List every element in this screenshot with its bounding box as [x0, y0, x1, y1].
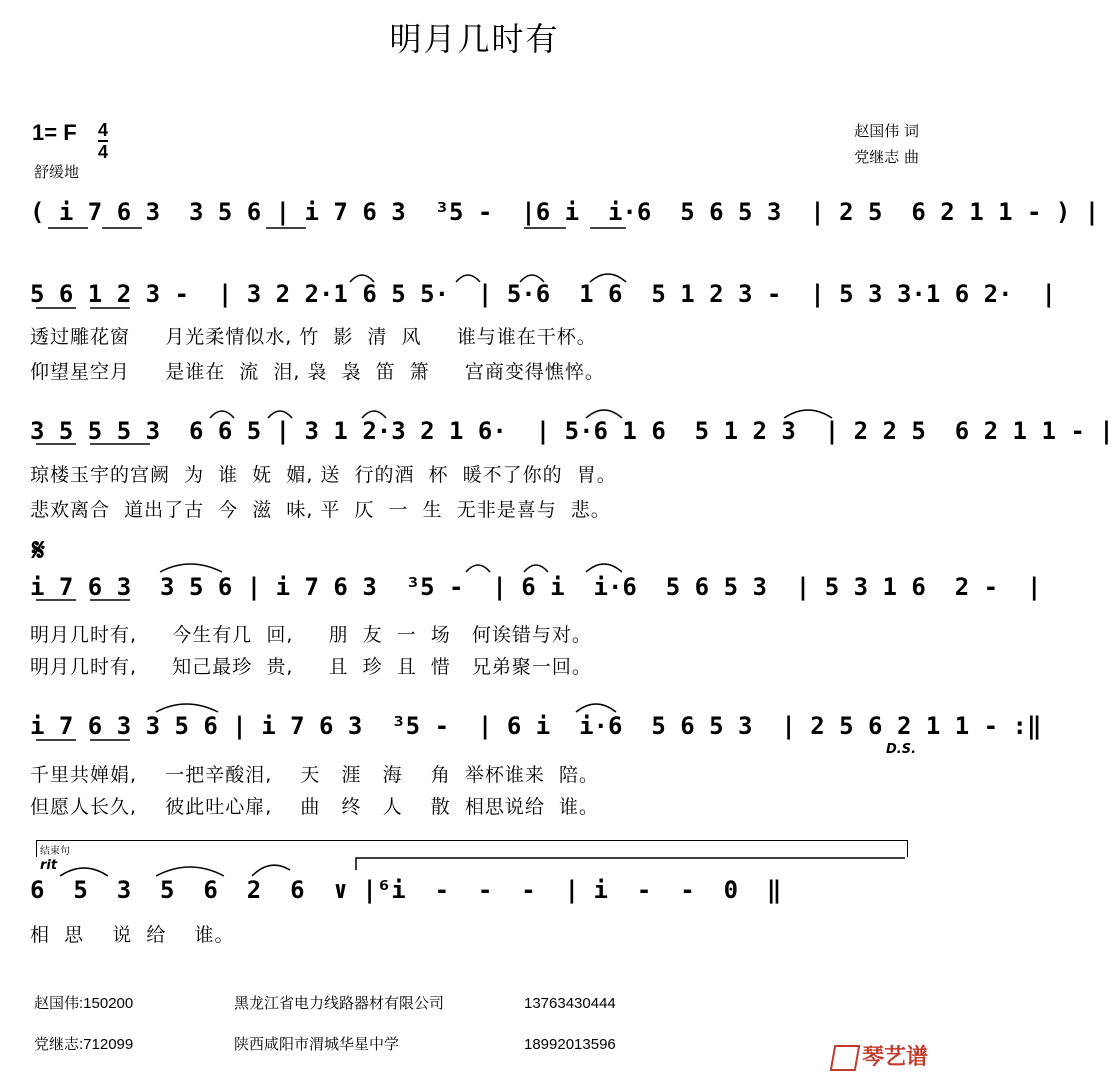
composer-credit: 党继志 曲 — [854, 148, 919, 166]
tempo-marking: 舒缓地 — [34, 163, 80, 181]
notation-row-5: i 7 6 3 3 5 6 | i 7 6 3 ³5 - | 6 i i·6 5 6 5 3 | 2 5 6 2 1 1 - :‖ — [30, 712, 1042, 740]
lyricist-credit: 赵国伟 词 — [854, 122, 919, 140]
segno-sign: 𝄋 — [32, 533, 45, 568]
lyric-row-5-verse-2: 但愿人长久, 彼此吐心扉, 曲 终 人 散 相思说给 谁。 — [30, 796, 599, 818]
lyric-row-3-verse-1: 琼楼玉宇的宫阙 为 谁 妩 媚, 送 行的酒 杯 暖不了你的 胃。 — [30, 464, 617, 486]
footer-org-2: 陕西咸阳市渭城华星中学 — [234, 1036, 400, 1053]
footer-org-1: 黑龙江省电力线路器材有限公司 — [234, 995, 445, 1012]
notation-row-6: 6 5 3 5 6 2 6 ∨ |⁶i - - - | i - - 0 ‖ — [30, 876, 782, 904]
lyric-row-2-verse-1: 透过雕花窗 月光柔情似水, 竹 影 清 风 谁与谁在干杯。 — [30, 326, 597, 348]
notation-row-3: 3 5 5 5 3 6 6 5 | 3 1 2·3 2 1 6· | 5·6 1 6 5 1 2 3 | 2 2 5 6 2 1 1 - | — [30, 417, 1114, 445]
dal-segno-mark: D.S. — [886, 742, 917, 757]
logo-text: 琴艺谱 — [862, 1045, 929, 1070]
song-title: 明月几时有 — [389, 20, 560, 58]
key-signature: 1= F — [32, 120, 77, 145]
notation-row-2: 5 6 1 2 3 - | 3 2 2·1 6 5 5· | 5·6 1 6 5 1 2 3 - | 5 3 3·1 6 2· | — [30, 280, 1056, 308]
meter-bottom: 4 — [98, 142, 109, 162]
footer-phone-1: 13763430444 — [524, 995, 616, 1012]
notation-row-1: ( i 7 6 3 3 5 6 | i 7 6 3 ³5 - |6 i i·6 5 6 5 3 | 2 5 6 2 1 1 - ) | — [30, 198, 1100, 226]
lyric-row-4-verse-1: 明月几时有, 今生有几 回, 朋 友 一 场 何诶错与对。 — [30, 624, 592, 646]
notation-row-4: i 7 6 3 3 5 6 | i 7 6 3 ³5 - | 6 i i·6 5 6 5 3 | 5 3 1 6 2 - | — [30, 573, 1042, 601]
lyric-row-5-verse-1: 千里共婵娟, 一把辛酸泪, 天 涯 海 角 举杯谁来 陪。 — [30, 764, 599, 786]
footer-contact-2: 党继志:712099 — [34, 1036, 134, 1053]
footer-phone-2: 18992013596 — [524, 1036, 616, 1053]
lyric-row-4-verse-2: 明月几时有, 知己最珍 贵, 且 珍 且 惜 兄弟聚一回。 — [30, 656, 592, 678]
ending-label: 结束句 — [40, 846, 70, 857]
logo-icon — [830, 1045, 861, 1071]
footer-line-1 — [34, 992, 616, 1013]
footer-contact-1: 赵国伟:150200 — [34, 995, 134, 1012]
ritardando-mark: rit — [40, 858, 58, 873]
lyric-row-6: 相 思 说 给 谁。 — [30, 924, 235, 946]
site-logo — [832, 1040, 928, 1071]
lyric-row-3-verse-2: 悲欢离合 道出了古 今 滋 味, 平 仄 一 生 无非是喜与 悲。 — [30, 499, 611, 521]
meter-top: 4 — [98, 120, 109, 140]
footer-line-2 — [34, 1033, 616, 1054]
lyric-row-2-verse-2: 仰望星空月 是谁在 流 泪, 袅 袅 笛 箫 宫商变得憔悴。 — [30, 361, 605, 383]
